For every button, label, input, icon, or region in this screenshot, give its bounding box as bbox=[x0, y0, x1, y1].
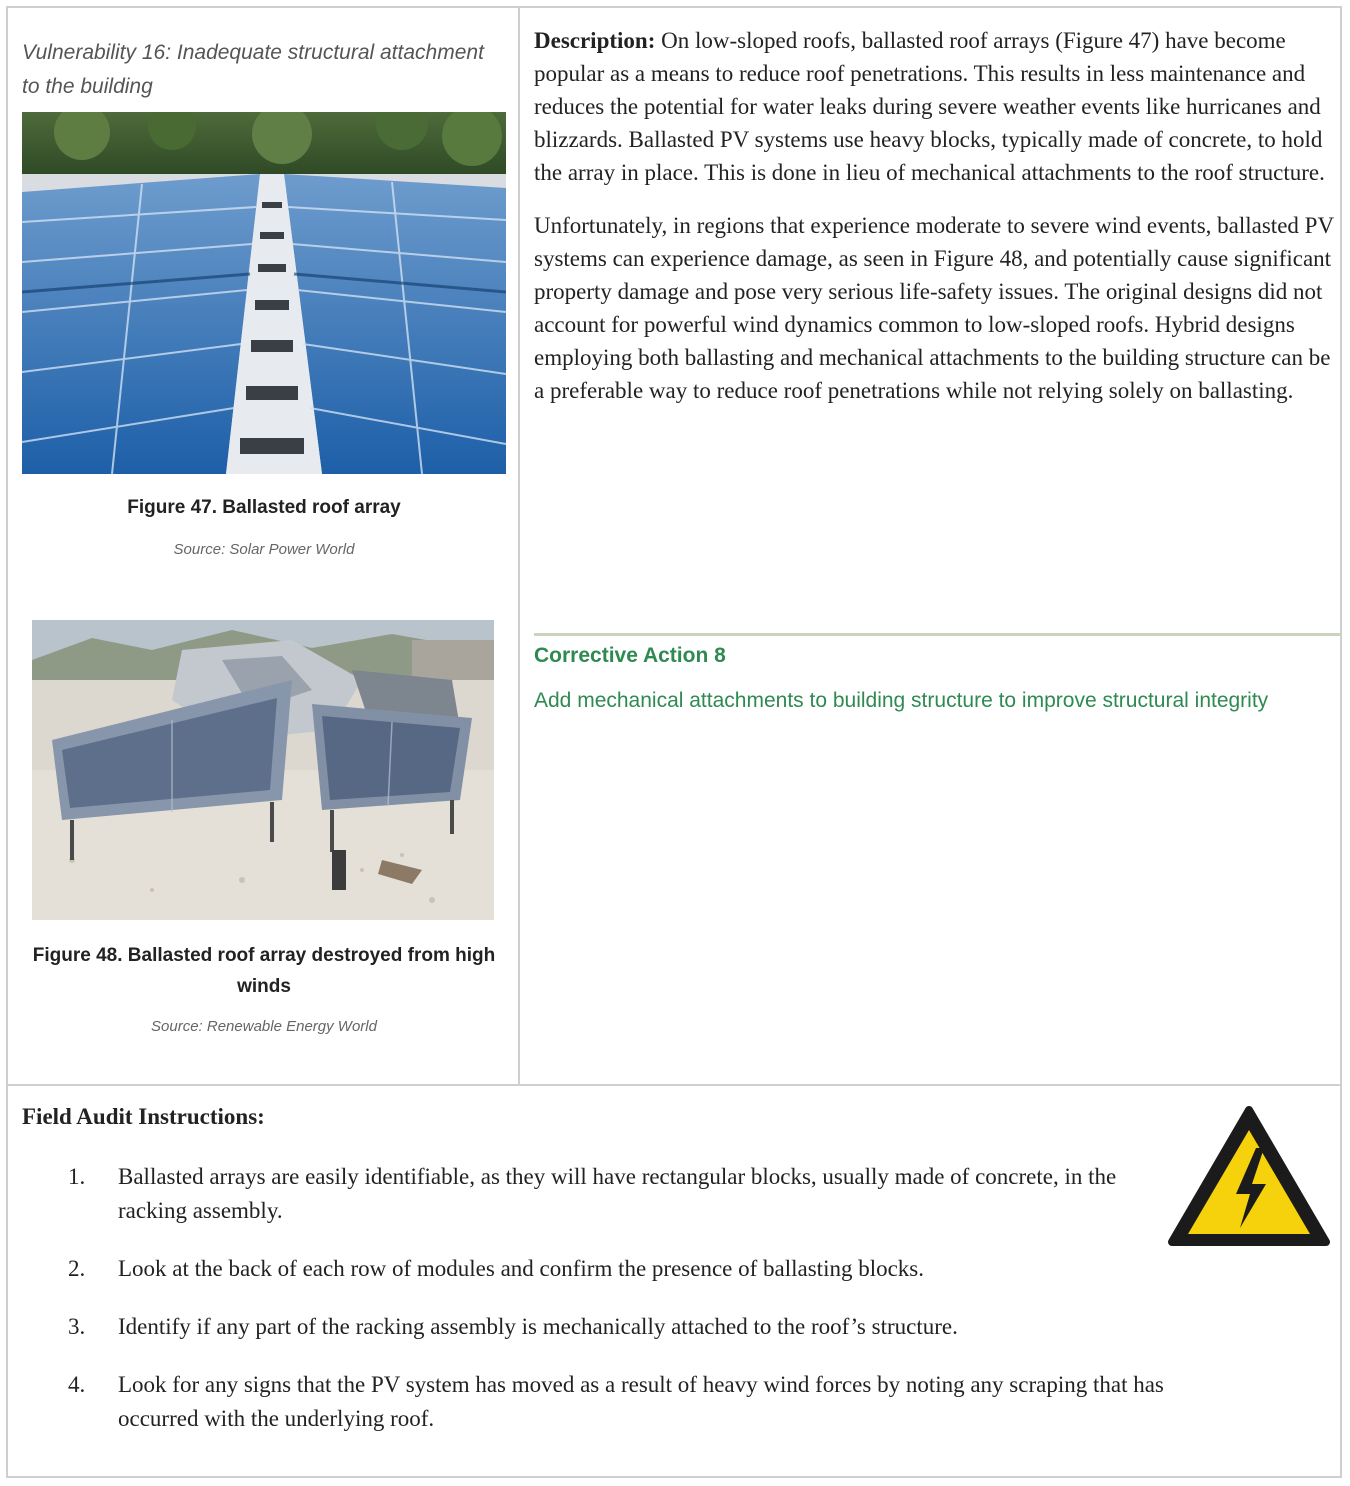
figure-48-photo bbox=[32, 620, 494, 920]
description-paragraph-2: Unfortunately, in regions that experience moderate to severe wind events, ballasted PV systems can experience damage, as seen in Figure 48, and potentially cause significant property damage and pose very serious life-safety issues. The original designs did not account for powerful wind dynamics common to low-sloped roofs. Hybrid designs employing both ballasting and mechanical attachments to the building structure can be a preferable way to reduce roof penetrations while not relying solely on ballasting. bbox=[534, 213, 1334, 403]
field-audit-heading: Field Audit Instructions: bbox=[22, 1104, 265, 1129]
column-divider bbox=[518, 8, 520, 1084]
description-label: Description: bbox=[534, 28, 656, 53]
list-item-text: Look for any signs that the PV system has moved as a result of heavy wind forces by noting any scraping that has occurred with the underlying roof. bbox=[118, 1372, 1164, 1431]
vulnerability-title: Vulnerability 16: Inadequate structural attachment to the building bbox=[22, 41, 484, 98]
figure-48-source: Source: Renewable Energy World bbox=[151, 1018, 377, 1035]
list-item-number: 2. bbox=[68, 1256, 86, 1281]
figure-48-caption: Figure 48. Ballasted roof array destroyed from high winds bbox=[32, 945, 496, 997]
list-item-number: 3. bbox=[68, 1314, 86, 1339]
section-divider bbox=[8, 1084, 1340, 1086]
corrective-action-text: Add mechanical attachments to building structure to improve structural integrity bbox=[534, 689, 1269, 712]
high-voltage-warning-icon bbox=[1166, 1104, 1332, 1250]
corrective-action-heading: Corrective Action 8 bbox=[534, 644, 726, 667]
list-item-text: Look at the back of each row of modules and confirm the presence of ballasting blocks. bbox=[118, 1256, 925, 1281]
field-audit-list bbox=[68, 1160, 1248, 1460]
document-page bbox=[6, 6, 1342, 1478]
figure-47-source: Source: Solar Power World bbox=[173, 541, 355, 558]
figure-47-photo bbox=[22, 112, 506, 474]
list-item-text: Identify if any part of the racking assembly is mechanically attached to the roof’s structure. bbox=[118, 1314, 958, 1339]
list-item-number: 4. bbox=[68, 1372, 86, 1397]
list-item bbox=[68, 1252, 1248, 1286]
description-text-1: On low-sloped roofs, ballasted roof arrays (Figure 47) have become popular as a means to reduce roof penetrations. This results in less maintenance and reduces the potential for water leaks during severe weather events like hurricanes and blizzards. Ballasted PV systems use heavy blocks, typically made of concrete, to hold the array in place. This is done in lieu of mechanical attachments to the roof structure. bbox=[534, 28, 1325, 185]
description-block bbox=[534, 24, 1334, 427]
list-item bbox=[68, 1310, 1248, 1344]
list-item bbox=[68, 1160, 1128, 1228]
list-item-text: Ballasted arrays are easily identifiable, as they will have rectangular blocks, usually made of concrete, in the racking assembly. bbox=[118, 1164, 1117, 1223]
corrective-action-rule bbox=[534, 633, 1340, 636]
list-item bbox=[68, 1368, 1248, 1436]
list-item-number: 1. bbox=[68, 1164, 86, 1189]
description-paragraph-1 bbox=[534, 24, 1334, 189]
figure-47-caption: Figure 47. Ballasted roof array bbox=[127, 497, 401, 518]
